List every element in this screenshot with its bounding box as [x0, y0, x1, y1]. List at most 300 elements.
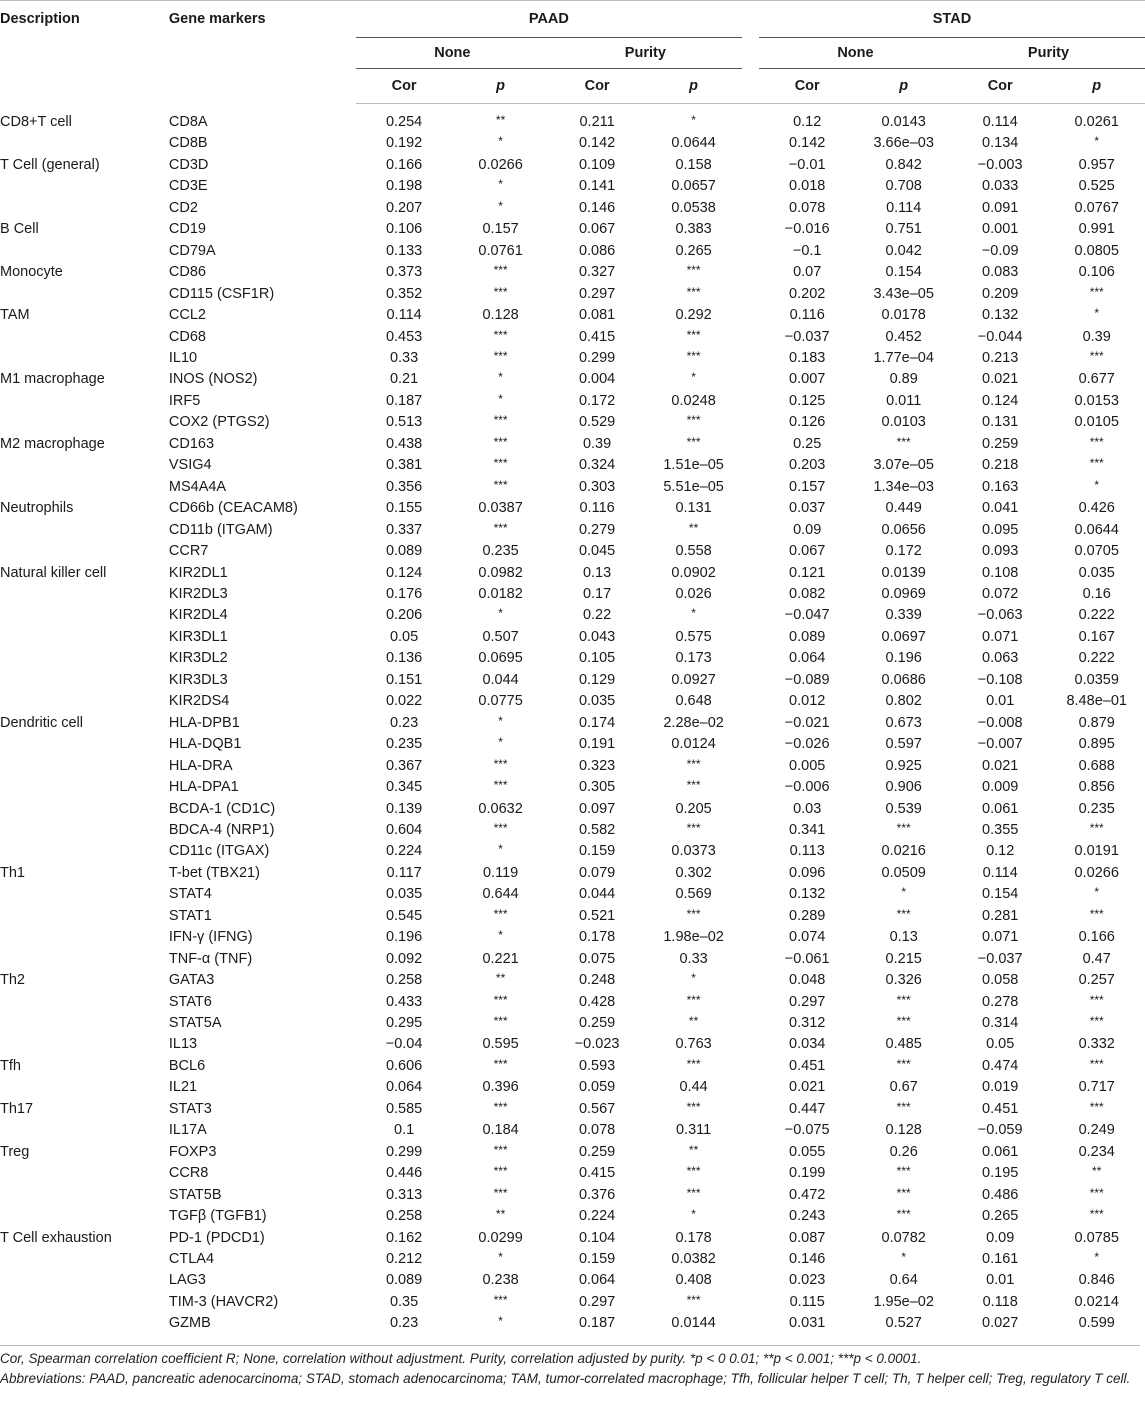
column-gap: [742, 691, 759, 712]
paad-purity-p: ***: [686, 263, 701, 278]
paad-none-p: ***: [493, 434, 508, 449]
stad-none-cor: 0.082: [789, 585, 826, 602]
column-gap: [742, 1206, 759, 1227]
paad-purity-p: 0.158: [675, 156, 712, 173]
column-gap: [742, 906, 759, 927]
paad-none-p: 0.0695: [478, 650, 523, 667]
gene-marker: CD115 (CSF1R): [168, 285, 275, 302]
column-gap: [742, 434, 759, 455]
stad-none-cor: 0.341: [789, 821, 826, 838]
paad-purity-p: ***: [686, 756, 701, 771]
paad-purity-cor: 0.067: [578, 221, 616, 238]
row-description: T Cell exhaustion: [0, 1229, 112, 1246]
stad-purity-cor: 0.486: [982, 1186, 1019, 1203]
stad-none-cor: −0.1: [792, 242, 822, 259]
column-gap: [742, 1163, 759, 1184]
row-description: M2 macrophage: [0, 435, 105, 452]
table-row: [0, 906, 1145, 927]
paad-none-p: 0.044: [482, 671, 519, 688]
gene-marker: FOXP3: [168, 1143, 217, 1160]
paad-purity-cor: −0.023: [574, 1036, 620, 1053]
paad-purity-p: 0.575: [675, 628, 712, 645]
stad-none-p: 0.842: [885, 156, 922, 173]
column-gap: [742, 563, 759, 584]
stad-purity-cor: 0.314: [982, 1015, 1019, 1032]
gene-marker: CD66b (CEACAM8): [168, 500, 298, 517]
stad-purity-cor: −0.059: [977, 1122, 1023, 1139]
paad-none-cor: 0.089: [385, 543, 423, 560]
row-description: [0, 348, 169, 369]
row-description: B Cell: [0, 221, 39, 238]
column-gap: [742, 1185, 759, 1206]
column-gap: [742, 112, 759, 133]
stad-purity-p: 0.0785: [1074, 1229, 1119, 1246]
gene-marker: STAT6: [168, 993, 212, 1010]
gene-marker: CD86: [168, 264, 206, 281]
column-gap: [742, 970, 759, 991]
column-gap: [742, 1142, 759, 1163]
stad-none-cor: −0.075: [784, 1122, 830, 1139]
stad-purity-p: ***: [1089, 820, 1104, 835]
row-description: [0, 820, 169, 841]
stad-purity-p: 0.0805: [1074, 242, 1119, 259]
paad-purity-cor: 0.323: [578, 757, 616, 774]
paad-none-cor: 0.433: [385, 993, 423, 1010]
paad-none-cor: 0.224: [385, 843, 423, 860]
paad-purity-p: 1.51e–05: [663, 457, 724, 474]
stad-purity-p: 0.0359: [1074, 671, 1119, 688]
table-row: [0, 391, 1145, 412]
stad-purity-p: 0.222: [1078, 650, 1115, 667]
row-description: [0, 520, 169, 541]
table-row: [0, 691, 1145, 712]
column-gap: [742, 863, 759, 884]
paad-none-p: ***: [493, 1185, 508, 1200]
paad-purity-cor: 0.187: [578, 1315, 616, 1332]
stad-none-cor: 0.447: [789, 1100, 826, 1117]
paad-none-p: ***: [493, 348, 508, 363]
stad-purity-p: ***: [1089, 456, 1104, 471]
stad-purity-p: 0.47: [1082, 950, 1111, 967]
table-row: [0, 1313, 1145, 1334]
paad-purity-cor: 0.086: [578, 242, 616, 259]
stad-purity-cor: 0.09: [986, 1229, 1015, 1246]
stad-none-p: 0.339: [885, 607, 922, 624]
row-description: [0, 670, 169, 691]
paad-none-p: ***: [493, 1099, 508, 1114]
row-description: [0, 1185, 169, 1206]
stad-none-p: 3.07e–05: [873, 457, 934, 474]
paad-none-p: *: [498, 735, 503, 750]
stad-none-p: 0.0782: [881, 1229, 926, 1246]
stad-purity-cor: −0.007: [977, 736, 1023, 753]
stad-none-p: 0.011: [886, 392, 922, 409]
paad-purity-p: *: [691, 971, 696, 986]
table-row: [0, 992, 1145, 1013]
paad-purity-p: 0.026: [675, 585, 712, 602]
column-gap: [742, 1270, 759, 1291]
paad-purity-cor: 0.081: [578, 307, 616, 324]
paad-purity-p: *: [691, 606, 696, 621]
paad-purity-p: ***: [686, 1292, 701, 1307]
stad-none-p: 0.172: [885, 543, 922, 560]
stad-purity-p: 0.235: [1078, 800, 1115, 817]
gene-marker: LAG3: [168, 1272, 206, 1289]
paad-none-p: 0.507: [482, 628, 519, 645]
table-row: [0, 305, 1145, 326]
stad-none-p: ***: [896, 1185, 911, 1200]
paad-purity-cor: 0.224: [578, 1208, 616, 1225]
paad-purity-cor: 0.172: [578, 392, 616, 409]
header-col-cor: Cor: [356, 69, 453, 104]
column-gap: [742, 241, 759, 262]
paad-purity-cor: 0.428: [578, 993, 616, 1010]
table-row: [0, 1249, 1145, 1270]
paad-purity-cor: 0.13: [582, 564, 612, 581]
paad-none-cor: 0.133: [385, 242, 423, 259]
paad-none-cor: 0.064: [385, 1079, 423, 1096]
stad-purity-p: 0.0191: [1074, 843, 1119, 860]
gene-marker: CD11c (ITGAX): [168, 843, 270, 860]
stad-purity-cor: 0.021: [982, 371, 1019, 388]
row-description: [0, 1077, 169, 1098]
stad-none-p: 0.925: [885, 757, 922, 774]
row-description: [0, 198, 169, 219]
stad-none-p: 0.527: [885, 1315, 922, 1332]
stad-purity-cor: 0.071: [982, 929, 1019, 946]
gene-marker: HLA-DPA1: [168, 779, 239, 796]
table-row: [0, 1142, 1145, 1163]
column-gap: [742, 155, 759, 176]
gene-marker: CTLA4: [168, 1251, 215, 1268]
table-row: [0, 970, 1145, 991]
row-description: [0, 992, 169, 1013]
stad-purity-cor: 0.061: [982, 800, 1019, 817]
paad-none-p: 0.0632: [478, 800, 523, 817]
paad-none-cor: 0.367: [385, 757, 423, 774]
stad-purity-cor: 0.114: [982, 114, 1018, 130]
stad-none-p: 0.673: [885, 714, 922, 731]
gene-marker: TGFβ (TGFB1): [168, 1208, 267, 1225]
paad-none-p: 0.157: [482, 221, 519, 238]
table-row: [0, 112, 1145, 133]
paad-purity-cor: 0.097: [578, 800, 616, 817]
stad-none-cor: 0.064: [789, 650, 826, 667]
paad-purity-p: ***: [686, 284, 701, 299]
stad-purity-cor: −0.063: [977, 607, 1023, 624]
stad-purity-cor: −0.037: [977, 950, 1023, 967]
column-gap: [742, 1013, 759, 1034]
column-gap: [742, 648, 759, 669]
gene-marker: KIR2DL4: [168, 607, 228, 624]
paad-none-cor: 0.162: [385, 1229, 423, 1246]
stad-none-cor: 0.472: [789, 1186, 826, 1203]
paad-none-p: 0.0775: [478, 693, 523, 710]
gene-marker: CD68: [168, 328, 206, 345]
gene-marker: GZMB: [168, 1315, 211, 1332]
column-gap: [742, 1313, 759, 1334]
stad-none-p: 0.0969: [881, 585, 926, 602]
stad-purity-p: ***: [1089, 1185, 1104, 1200]
paad-none-p: **: [495, 971, 506, 986]
paad-purity-cor: 0.004: [578, 371, 616, 388]
stad-none-cor: 0.096: [789, 864, 826, 881]
stad-purity-cor: 0.114: [982, 864, 1018, 881]
table-row: [0, 841, 1145, 862]
table-row: [0, 1120, 1145, 1141]
paad-purity-p: *: [691, 113, 696, 127]
stad-purity-cor: 0.041: [982, 500, 1019, 517]
stad-none-cor: 0.037: [789, 500, 826, 517]
paad-none-cor: 0.585: [385, 1100, 423, 1117]
row-description: [0, 241, 169, 262]
stad-purity-cor: 0.027: [982, 1315, 1019, 1332]
gene-marker: CCR8: [168, 1165, 209, 1182]
column-gap: [742, 713, 759, 734]
paad-purity-p: 0.33: [679, 950, 708, 967]
stad-purity-p: 0.846: [1078, 1272, 1115, 1289]
stad-none-p: ***: [896, 434, 911, 449]
row-description: [0, 605, 169, 626]
stad-none-cor: 0.12: [793, 114, 822, 130]
table-row: [0, 949, 1145, 970]
stad-purity-cor: 0.132: [982, 307, 1019, 324]
stad-purity-p: ***: [1089, 1056, 1104, 1071]
paad-none-cor: 0.545: [385, 907, 423, 924]
paad-none-p: *: [498, 370, 503, 385]
gene-marker: IL10: [168, 349, 198, 366]
paad-purity-p: 0.44: [679, 1079, 708, 1096]
table-row: [0, 734, 1145, 755]
gene-marker: KIR2DS4: [168, 693, 230, 710]
paad-none-cor: 0.235: [385, 736, 423, 753]
paad-purity-p: **: [688, 1014, 699, 1029]
header-sub-stad-purity: Purity: [952, 38, 1145, 69]
gene-marker: BCDA-1 (CD1C): [168, 800, 276, 817]
header-spacer: [0, 104, 1145, 113]
stad-purity-p: 0.106: [1078, 264, 1115, 281]
paad-none-p: 0.235: [482, 543, 519, 560]
stad-purity-p: *: [1094, 134, 1100, 149]
column-gap: [742, 627, 759, 648]
stad-purity-p: *: [1094, 477, 1100, 492]
row-description: Th2: [0, 972, 25, 989]
column-gap: [742, 1249, 759, 1270]
table-footnotes: [0, 1345, 1140, 1389]
paad-none-p: *: [498, 713, 503, 728]
header-sub-paad-none: None: [356, 38, 549, 69]
gene-marker: STAT3: [168, 1100, 212, 1117]
row-description: [0, 691, 169, 712]
paad-none-p: ***: [493, 820, 508, 835]
row-description: [0, 884, 169, 905]
table-row: [0, 434, 1145, 455]
stad-none-cor: 0.125: [789, 392, 826, 409]
paad-none-cor: 0.035: [385, 886, 423, 903]
table-row: [0, 563, 1145, 584]
stad-purity-cor: 0.118: [982, 1293, 1018, 1310]
stad-none-p: 3.43e–05: [873, 285, 934, 302]
row-description: [0, 1313, 169, 1334]
paad-none-p: ***: [493, 456, 508, 471]
paad-none-p: ***: [493, 327, 508, 342]
stad-none-cor: 0.007: [789, 371, 826, 388]
stad-none-cor: 0.126: [789, 414, 826, 431]
gene-marker: KIR2DL1: [168, 564, 228, 581]
stad-none-p: ***: [896, 906, 911, 921]
paad-none-p: *: [498, 606, 503, 621]
stad-none-cor: 0.146: [789, 1251, 826, 1268]
row-description: [0, 841, 169, 862]
gene-marker: HLA-DQB1: [168, 736, 242, 753]
header-col-cor: Cor: [549, 69, 646, 104]
paad-none-p: *: [498, 1314, 503, 1329]
paad-none-cor: 0.453: [385, 328, 423, 345]
stad-none-cor: −0.089: [784, 671, 830, 688]
stad-purity-p: 0.0261: [1074, 114, 1119, 130]
paad-purity-cor: 0.593: [578, 1057, 616, 1074]
paad-purity-p: 1.98e–02: [663, 929, 724, 946]
stad-purity-cor: −0.108: [977, 671, 1023, 688]
gene-marker: COX2 (PTGS2): [168, 414, 270, 431]
paad-none-p: ***: [493, 1292, 508, 1307]
stad-purity-p: 0.257: [1078, 972, 1115, 989]
stad-none-p: 0.751: [885, 221, 922, 238]
column-gap: [742, 1099, 759, 1120]
gene-marker: HLA-DRA: [168, 757, 233, 774]
stad-none-p: 0.452: [885, 328, 922, 345]
paad-purity-cor: 0.159: [578, 1251, 616, 1268]
table-row: [0, 1034, 1145, 1055]
paad-none-cor: 0.151: [385, 671, 423, 688]
table-row: [0, 284, 1145, 305]
stad-purity-cor: 0.474: [982, 1057, 1019, 1074]
table-row: [0, 1228, 1145, 1249]
stad-purity-cor: 0.451: [982, 1100, 1019, 1117]
stad-purity-p: **: [1092, 1164, 1102, 1179]
paad-purity-cor: 0.079: [578, 864, 616, 881]
stad-purity-cor: −0.044: [977, 328, 1023, 345]
column-gap: [742, 455, 759, 476]
stad-purity-p: 0.234: [1078, 1143, 1115, 1160]
stad-purity-cor: 0.019: [982, 1079, 1019, 1096]
stad-none-p: 0.196: [885, 650, 922, 667]
header-col-p: p: [452, 69, 549, 104]
footnote-abbreviations: Abbreviations: PAAD, pancreatic adenocarcinoma; STAD, stomach adenocarcinoma; TAM, tumor-correlated macrophage; Tfh, follicular helper T cell; Th, T helper cell; Treg, regulatory T cell.: [0, 1371, 1131, 1386]
paad-none-cor: 0.33: [389, 349, 419, 366]
stad-purity-p: *: [1094, 306, 1100, 321]
table-row: [0, 1056, 1145, 1077]
table-row: [0, 777, 1145, 798]
column-gap: [742, 305, 759, 326]
table-row: [0, 820, 1145, 841]
paad-purity-cor: 0.259: [578, 1015, 616, 1032]
stad-purity-p: 8.48e–01: [1066, 693, 1127, 710]
stad-purity-p: 0.879: [1078, 714, 1115, 731]
stad-none-cor: 0.03: [793, 800, 822, 817]
paad-purity-p: 0.0382: [671, 1251, 716, 1268]
row-description: [0, 799, 169, 820]
stad-purity-p: ***: [1089, 906, 1104, 921]
paad-none-cor: 0.206: [385, 607, 423, 624]
stad-purity-p: 0.332: [1078, 1036, 1115, 1053]
row-description: CD8+T cell: [0, 114, 72, 130]
stad-purity-cor: 0.061: [982, 1143, 1019, 1160]
column-gap: [742, 348, 759, 369]
table-row: [0, 498, 1145, 519]
stad-purity-p: 0.0644: [1074, 521, 1119, 538]
table-row: [0, 670, 1145, 691]
table-row: [0, 219, 1145, 240]
column-gap: [742, 541, 759, 562]
table-row: [0, 477, 1145, 498]
paad-purity-p: ***: [686, 778, 701, 793]
stad-none-p: 0.0509: [881, 864, 926, 881]
stad-purity-p: 0.222: [1078, 607, 1115, 624]
paad-purity-p: 0.763: [675, 1036, 712, 1053]
gene-marker: STAT4: [168, 886, 212, 903]
paad-purity-p: 0.311: [675, 1122, 712, 1139]
stad-purity-cor: 0.108: [982, 564, 1019, 581]
gene-marker: CD3E: [168, 178, 208, 195]
stad-none-p: 0.67: [889, 1079, 918, 1096]
stad-purity-p: ***: [1089, 1014, 1104, 1029]
row-description: Th1: [0, 864, 25, 881]
stad-purity-p: ***: [1089, 434, 1104, 449]
paad-none-p: ***: [493, 1142, 508, 1157]
stad-none-p: *: [901, 885, 907, 900]
stad-purity-p: ***: [1089, 1207, 1104, 1222]
paad-purity-cor: 0.064: [578, 1272, 616, 1289]
paad-none-p: *: [498, 391, 503, 406]
paad-none-p: ***: [493, 413, 508, 428]
stad-none-p: 0.449: [885, 500, 922, 517]
paad-none-cor: 0.352: [385, 285, 423, 302]
paad-purity-cor: 0.129: [578, 671, 616, 688]
stad-none-cor: 0.243: [789, 1208, 826, 1225]
stad-purity-cor: 0.083: [982, 264, 1019, 281]
paad-purity-p: 5.51e–05: [663, 478, 724, 495]
gene-marker: IRF5: [168, 392, 201, 409]
gene-marker: BDCA-4 (NRP1): [168, 821, 275, 838]
paad-purity-p: ***: [686, 1185, 701, 1200]
stad-none-p: 0.708: [885, 178, 922, 195]
stad-none-cor: 0.157: [789, 478, 826, 495]
paad-purity-cor: 0.415: [578, 1165, 616, 1182]
gene-marker: STAT5A: [168, 1015, 222, 1032]
gene-marker: CCR7: [168, 543, 209, 560]
row-description: [0, 927, 169, 948]
row-description: [0, 756, 169, 777]
gene-marker: KIR3DL3: [168, 671, 228, 688]
stad-purity-cor: 0.213: [982, 349, 1019, 366]
paad-none-p: 0.0982: [478, 564, 523, 581]
stad-none-cor: 0.451: [789, 1057, 826, 1074]
table-row: [0, 1292, 1145, 1313]
paad-purity-cor: 0.104: [578, 1229, 616, 1246]
row-description: [0, 949, 169, 970]
table-row: [0, 369, 1145, 390]
paad-none-cor: 0.21: [389, 371, 419, 388]
paad-purity-p: ***: [686, 1099, 701, 1114]
paad-none-cor: 0.089: [385, 1272, 423, 1289]
table-row: [0, 605, 1145, 626]
stad-none-p: ***: [896, 992, 911, 1007]
stad-none-cor: −0.047: [784, 607, 830, 624]
paad-purity-cor: 0.159: [578, 843, 616, 860]
stad-none-cor: 0.031: [789, 1315, 826, 1332]
column-gap: [742, 327, 759, 348]
